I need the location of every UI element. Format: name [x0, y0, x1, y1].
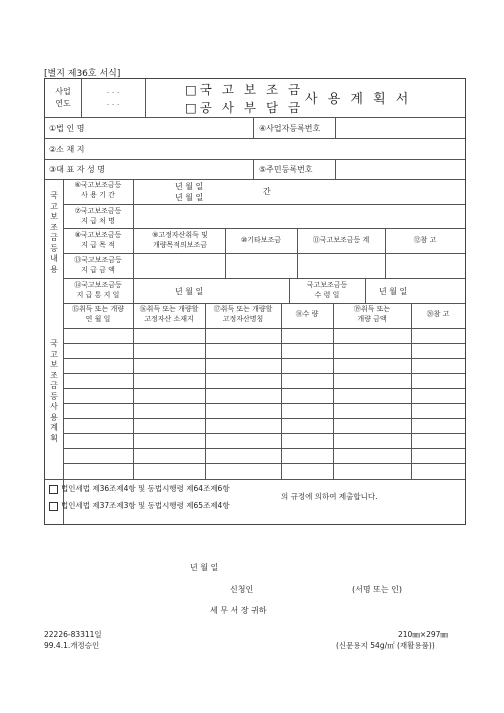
use-period-end[interactable]: 년 월 일: [175, 193, 204, 202]
col-remarks-header: ⑳참 고: [426, 310, 450, 318]
submit-date[interactable]: 년 월 일: [190, 563, 219, 572]
business-year-value: . . . . . .: [106, 86, 120, 107]
form-title: 사 용 계 획 서: [305, 92, 412, 107]
col-qty-header: ⑱수 량: [295, 310, 319, 318]
col-date-header: ⑮취득 또는 개량 연 월 일: [71, 305, 125, 323]
section2-side-label: 국고보조금등사용계획: [50, 339, 58, 443]
receipt-date-label: 국고보조금등 수 령 일: [306, 281, 348, 299]
col-asset-name-header: ⑰취득 또는 개량할 고정자산명칭: [213, 305, 273, 323]
biz-reg-no-label: ④사업자등록번호: [259, 124, 321, 133]
other-subsidy-label: ⑩기타보조금: [240, 236, 282, 244]
subsidy-total-label: ⑪국고보조금등 계: [312, 236, 370, 244]
declaration-option-37[interactable]: 법인세법 제37조제3항 및 동법시행령 제65조제4항: [49, 500, 230, 511]
declaration-tail: 의 규정에 의하여 제출합니다.: [281, 492, 378, 501]
title-option-construction[interactable]: □공 사 부 담 금: [185, 100, 304, 115]
amount-label: ⑬국고보조금등 지 급 금 액: [74, 256, 122, 274]
pay-date-value[interactable]: 년 월 일: [175, 287, 204, 296]
col-amount-header: ⑲취득 또는 개량 금액: [353, 305, 391, 323]
use-period-suffix: 간: [263, 187, 271, 196]
declaration-option-36[interactable]: 법인세법 제36조제4항 및 동법시행령 제64조제6항: [49, 483, 230, 494]
rep-name-label: ③대 표 자 성 명: [49, 165, 105, 174]
purpose-label: ⑧국고보조금등 지 급 목 적: [74, 231, 122, 249]
recipient-label: 세 무 서 장 귀하: [210, 606, 267, 615]
corp-name-label: ①법 인 명: [49, 124, 85, 133]
use-period-label: ⑥국고보조금등 사 용 기 간: [74, 181, 122, 199]
resident-no-label: ⑤주민등록번호: [259, 165, 313, 174]
agency-label: ⑦국고보조금등 지 급 처 명: [74, 207, 122, 225]
title-option-subsidy[interactable]: □국 고 보 조 금: [185, 82, 304, 97]
approval-date: 99.4.1.개정승인: [44, 641, 100, 650]
signature-placeholder[interactable]: (서명 또는 인): [352, 585, 402, 594]
paper-spec: (신문용지 54g/㎡ (재활용품)): [336, 641, 435, 650]
fixed-asset-subsidy-label: ⑨고정자산취득 및 개량목적의보조금: [152, 231, 208, 249]
pay-date-label: ⑭국고보조금등 지 급 통 지 일: [74, 281, 122, 299]
applicant-label: 신청인: [230, 585, 254, 594]
location-label: ②소 재 지: [49, 145, 85, 154]
remarks-label: ⑫참 고: [413, 236, 437, 244]
use-period-start[interactable]: 년 월 일: [175, 182, 204, 191]
checkbox-icon[interactable]: [49, 485, 58, 494]
paper-size: 210㎜×297㎜: [398, 630, 448, 639]
form-code: 22226-83311일: [44, 630, 102, 639]
col-location-header: ⑯취득 또는 개량할 고정자산 소재지: [139, 305, 199, 323]
usage-plan-form: [44, 78, 466, 525]
section1-side-label: 국고보조금등내용: [50, 191, 58, 274]
receipt-date-value[interactable]: 년 월 일: [379, 287, 408, 296]
business-year-label: 사업 연도: [55, 87, 71, 108]
form-number-label: [별지 제36호 서식]: [44, 69, 121, 79]
checkbox-icon[interactable]: [49, 502, 58, 511]
